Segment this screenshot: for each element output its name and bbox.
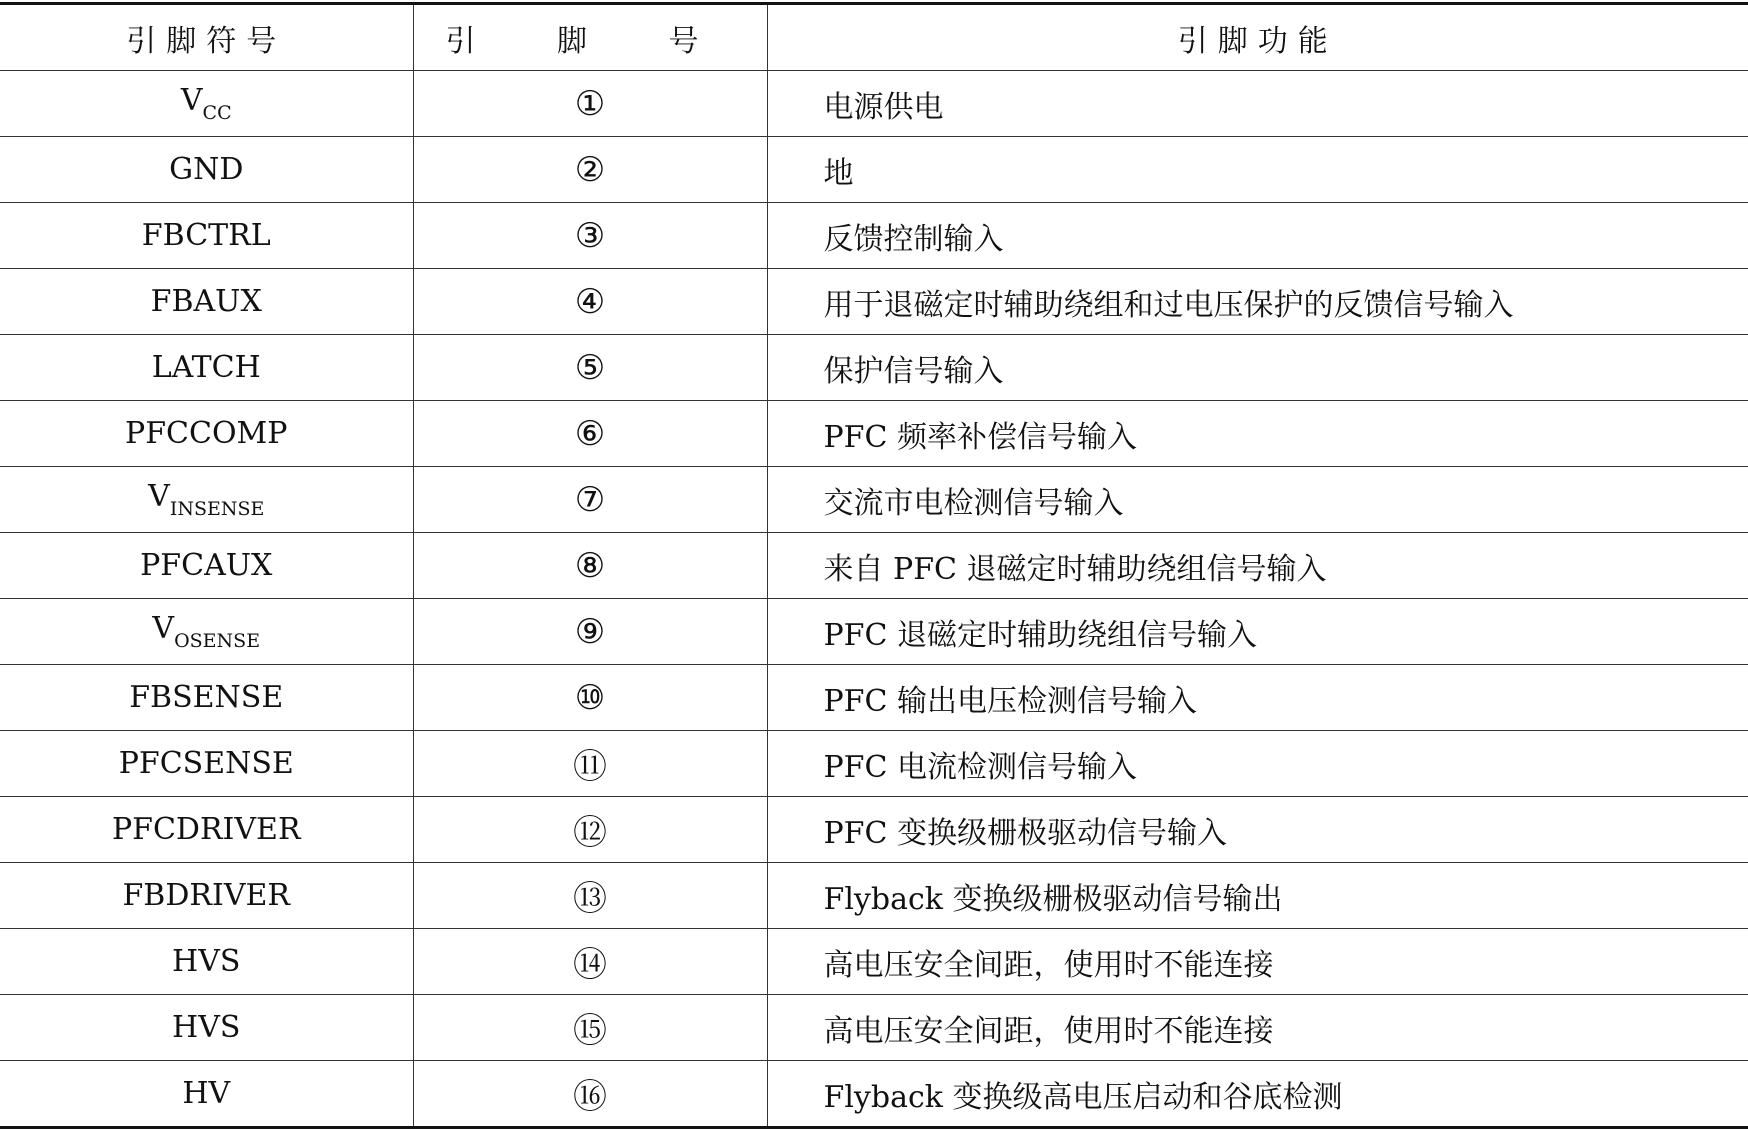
pin-number: ⑫ xyxy=(413,797,767,863)
pin-symbol: FBCTRL xyxy=(141,218,271,253)
pin-function: 保护信号输入 xyxy=(767,335,1748,401)
table-row xyxy=(0,995,1748,1061)
pin-symbol-cell xyxy=(0,269,413,335)
pin-symbol: PFCAUX xyxy=(140,548,273,583)
table-row xyxy=(0,1061,1748,1128)
table-row xyxy=(0,797,1748,863)
pin-function: 高电压安全间距，使用时不能连接 xyxy=(767,929,1748,995)
pin-symbol-cell xyxy=(0,797,413,863)
pin-symbol: V xyxy=(152,611,175,646)
pin-symbol-cell xyxy=(0,71,413,137)
pin-number: ⑥ xyxy=(413,401,767,467)
pin-symbol: LATCH xyxy=(151,350,261,385)
table-row xyxy=(0,665,1748,731)
pin-symbol-subscript: INSENSE xyxy=(169,498,265,520)
table-row xyxy=(0,533,1748,599)
pin-symbol-cell xyxy=(0,203,413,269)
pin-number: ⑬ xyxy=(413,863,767,929)
pin-function: PFC 退磁定时辅助绕组信号输入 xyxy=(767,599,1748,665)
table-row xyxy=(0,599,1748,665)
pin-symbol-cell xyxy=(0,137,413,203)
pin-number: ⑯ xyxy=(413,1061,767,1128)
pin-function: PFC 输出电压检测信号输入 xyxy=(767,665,1748,731)
table-body xyxy=(0,71,1748,1128)
pin-function: 交流市电检测信号输入 xyxy=(767,467,1748,533)
pin-number: ① xyxy=(413,71,767,137)
pin-symbol-cell xyxy=(0,335,413,401)
table-row xyxy=(0,401,1748,467)
pin-symbol-cell xyxy=(0,929,413,995)
table-row xyxy=(0,731,1748,797)
pin-symbol: HV xyxy=(182,1076,231,1111)
pin-symbol-cell xyxy=(0,665,413,731)
pin-symbol: PFCDRIVER xyxy=(111,812,301,847)
pin-symbol-cell xyxy=(0,731,413,797)
pin-symbol-subscript: CC xyxy=(202,102,232,124)
pin-function: 地 xyxy=(767,137,1748,203)
table-row xyxy=(0,863,1748,929)
pin-function: 来自 PFC 退磁定时辅助绕组信号输入 xyxy=(767,533,1748,599)
pin-symbol-cell xyxy=(0,1061,413,1128)
pin-symbol: HVS xyxy=(172,1010,241,1045)
pin-function: 反馈控制输入 xyxy=(767,203,1748,269)
pin-number: ⑨ xyxy=(413,599,767,665)
pin-symbol-cell xyxy=(0,995,413,1061)
pin-number: ⑧ xyxy=(413,533,767,599)
table-row xyxy=(0,137,1748,203)
pin-symbol-subscript: OSENSE xyxy=(174,630,261,652)
table-row xyxy=(0,71,1748,137)
pin-number: ⑦ xyxy=(413,467,767,533)
pin-symbol: PFCCOMP xyxy=(125,416,288,451)
pin-symbol-cell xyxy=(0,401,413,467)
table-header-row xyxy=(0,4,1748,71)
pin-function: Flyback 变换级高电压启动和谷底检测 xyxy=(767,1061,1748,1128)
pin-function: PFC 变换级栅极驱动信号输入 xyxy=(767,797,1748,863)
pin-number: ② xyxy=(413,137,767,203)
pin-symbol-cell xyxy=(0,533,413,599)
pin-symbol: PFCSENSE xyxy=(118,746,294,781)
pin-symbol-cell xyxy=(0,467,413,533)
table-row xyxy=(0,467,1748,533)
pin-number: ⑩ xyxy=(413,665,767,731)
pin-number: ⑪ xyxy=(413,731,767,797)
pin-symbol: V xyxy=(180,83,203,118)
pin-symbol: FBAUX xyxy=(150,284,262,319)
pin-number: ⑮ xyxy=(413,995,767,1061)
pin-function: 电源供电 xyxy=(767,71,1748,137)
pin-function: Flyback 变换级栅极驱动信号输出 xyxy=(767,863,1748,929)
pin-function-table xyxy=(0,2,1748,1129)
table-row xyxy=(0,269,1748,335)
pin-function: PFC 电流检测信号输入 xyxy=(767,731,1748,797)
table-row xyxy=(0,335,1748,401)
pin-symbol: V xyxy=(148,479,170,514)
pin-symbol: FBSENSE xyxy=(129,680,284,715)
pin-function: 高电压安全间距，使用时不能连接 xyxy=(767,995,1748,1061)
header-pin-symbol: 引脚符号 xyxy=(0,4,413,71)
table-row xyxy=(0,203,1748,269)
pin-number: ⑭ xyxy=(413,929,767,995)
pin-number: ③ xyxy=(413,203,767,269)
pin-symbol-cell xyxy=(0,599,413,665)
table-row xyxy=(0,929,1748,995)
pin-function: PFC 频率补偿信号输入 xyxy=(767,401,1748,467)
pin-function: 用于退磁定时辅助绕组和过电压保护的反馈信号输入 xyxy=(767,269,1748,335)
pin-number: ⑤ xyxy=(413,335,767,401)
pin-number: ④ xyxy=(413,269,767,335)
header-pin-function: 引脚功能 xyxy=(767,4,1748,71)
pin-symbol: GND xyxy=(169,152,244,187)
pin-symbol: FBDRIVER xyxy=(122,878,290,913)
pin-symbol-cell xyxy=(0,863,413,929)
pin-symbol: HVS xyxy=(172,944,241,979)
header-pin-number: 引 脚 号 xyxy=(413,4,767,71)
